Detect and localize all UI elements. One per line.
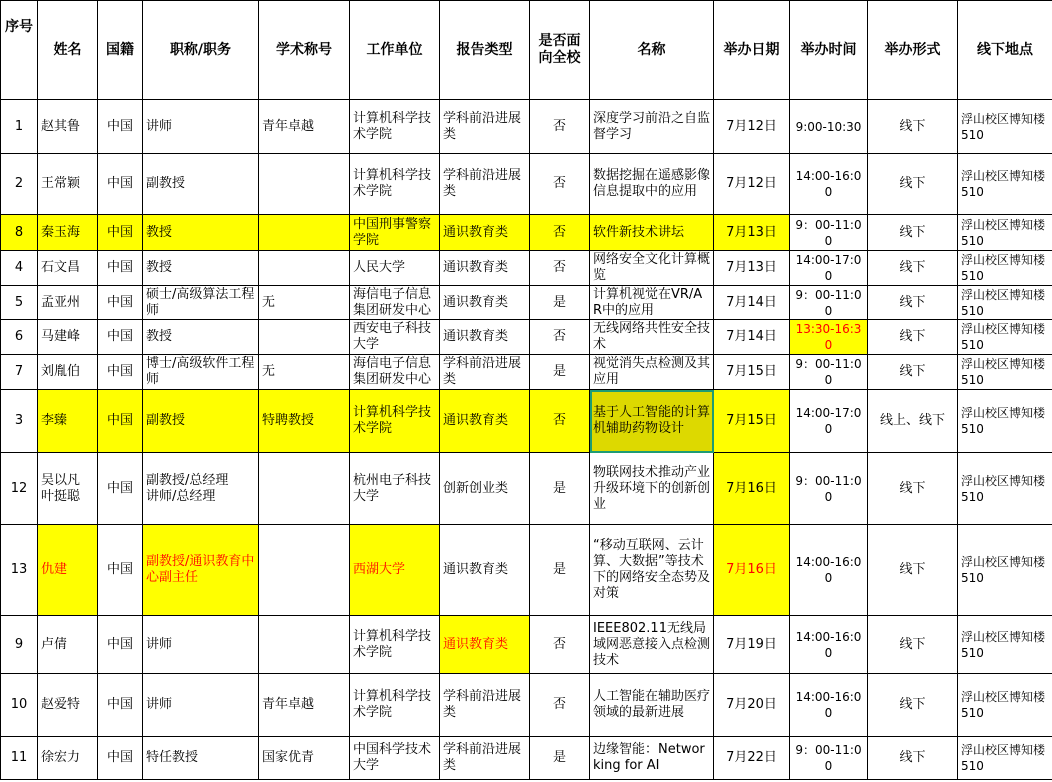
cell-title[interactable]: 教授: [143, 320, 259, 355]
cell-title[interactable]: 副教授/总经理 讲师/总经理: [143, 453, 259, 525]
cell-venue[interactable]: 浮山校区博知楼510: [958, 320, 1052, 355]
cell-academic-honor[interactable]: [259, 215, 350, 251]
cell-venue[interactable]: 浮山校区博知楼510: [958, 100, 1052, 154]
cell-name[interactable]: 王常颖: [38, 154, 98, 215]
cell-name[interactable]: 仇建: [38, 525, 98, 616]
cell-row-number[interactable]: 5: [1, 286, 38, 320]
cell-report-type[interactable]: 创新创业类: [440, 453, 530, 525]
cell-date[interactable]: 7月14日: [714, 320, 790, 355]
header-cell[interactable]: 名称: [590, 1, 714, 100]
cell-row-number[interactable]: 1: [1, 100, 38, 154]
cell-date[interactable]: 7月13日: [714, 215, 790, 251]
cell-time[interactable]: 14:00-17:00: [790, 390, 868, 453]
cell-name[interactable]: 孟亚州: [38, 286, 98, 320]
cell-nationality[interactable]: 中国: [98, 616, 143, 674]
cell-format[interactable]: 线下: [868, 453, 958, 525]
table-row: [1, 453, 1052, 525]
cell-format[interactable]: 线下: [868, 251, 958, 286]
cell-name[interactable]: 马建峰: [38, 320, 98, 355]
cell-nationality[interactable]: 中国: [98, 320, 143, 355]
cell-date[interactable]: 7月12日: [714, 100, 790, 154]
cell-time[interactable]: 14:00-17:00: [790, 251, 868, 286]
table-row: [1, 525, 1052, 616]
cell-affiliation[interactable]: 计算机科学技术学院: [350, 616, 440, 674]
cell-nationality[interactable]: 中国: [98, 100, 143, 154]
cell-report-type[interactable]: 通识教育类: [440, 525, 530, 616]
cell-academic-honor[interactable]: [259, 525, 350, 616]
cell-format[interactable]: 线下: [868, 737, 958, 780]
cell-time[interactable]: 9：00-11:00: [790, 737, 868, 780]
header-cell[interactable]: 职称/职务: [143, 1, 259, 100]
cell-date[interactable]: 7月15日: [714, 390, 790, 453]
cell-format[interactable]: 线下: [868, 215, 958, 251]
cell-academic-honor[interactable]: 青年卓越: [259, 100, 350, 154]
cell-campus-wide[interactable]: 否: [530, 616, 590, 674]
cell-nationality[interactable]: 中国: [98, 525, 143, 616]
cell-report-type[interactable]: 通识教育类: [440, 286, 530, 320]
cell-venue[interactable]: 浮山校区博知楼510: [958, 251, 1052, 286]
cell-academic-honor[interactable]: [259, 154, 350, 215]
cell-affiliation[interactable]: 海信电子信息集团研发中心: [350, 355, 440, 390]
cell-affiliation[interactable]: 计算机科学技术学院: [350, 674, 440, 737]
cell-campus-wide[interactable]: 是: [530, 453, 590, 525]
cell-lecture-title[interactable]: 数据挖掘在遥感影像信息提取中的应用: [590, 154, 714, 215]
cell-lecture-title[interactable]: 深度学习前沿之自监督学习: [590, 100, 714, 154]
cell-venue[interactable]: 浮山校区博知楼510: [958, 525, 1052, 616]
cell-affiliation[interactable]: 人民大学: [350, 251, 440, 286]
cell-date[interactable]: 7月20日: [714, 674, 790, 737]
header-cell[interactable]: 国籍: [98, 1, 143, 100]
cell-time[interactable]: 14:00-16:00: [790, 525, 868, 616]
header-cell[interactable]: 是否面向全校: [530, 1, 590, 100]
cell-name[interactable]: 刘胤伯: [38, 355, 98, 390]
cell-time[interactable]: 14:00-16:00: [790, 674, 868, 737]
cell-campus-wide[interactable]: 否: [530, 154, 590, 215]
cell-venue[interactable]: 浮山校区博知楼510: [958, 453, 1052, 525]
header-cell[interactable]: 序号: [1, 1, 38, 100]
cell-format[interactable]: 线上、线下: [868, 390, 958, 453]
cell-report-type[interactable]: 学科前沿进展类: [440, 737, 530, 780]
cell-format[interactable]: 线下: [868, 674, 958, 737]
cell-campus-wide[interactable]: 否: [530, 320, 590, 355]
cell-venue[interactable]: 浮山校区博知楼510: [958, 355, 1052, 390]
cell-row-number[interactable]: 11: [1, 737, 38, 780]
cell-title[interactable]: 讲师: [143, 616, 259, 674]
cell-academic-honor[interactable]: [259, 616, 350, 674]
cell-report-type[interactable]: 通识教育类: [440, 320, 530, 355]
cell-report-type[interactable]: 学科前沿进展类: [440, 355, 530, 390]
header-cell[interactable]: 举办日期: [714, 1, 790, 100]
cell-date[interactable]: 7月13日: [714, 251, 790, 286]
cell-lecture-title[interactable]: 无线网络共性安全技术: [590, 320, 714, 355]
cell-affiliation[interactable]: 计算机科学技术学院: [350, 390, 440, 453]
cell-nationality[interactable]: 中国: [98, 286, 143, 320]
cell-lecture-title[interactable]: 物联网技术推动产业升级环境下的创新创业: [590, 453, 714, 525]
cell-report-type[interactable]: 通识教育类: [440, 616, 530, 674]
cell-venue[interactable]: 浮山校区博知楼510: [958, 737, 1052, 780]
cell-lecture-title[interactable]: 人工智能在辅助医疗领域的最新进展: [590, 674, 714, 737]
cell-venue[interactable]: 浮山校区博知楼510: [958, 154, 1052, 215]
cell-title[interactable]: 硕士/高级算法工程师: [143, 286, 259, 320]
cell-name[interactable]: 李臻: [38, 390, 98, 453]
header-cell[interactable]: 报告类型: [440, 1, 530, 100]
cell-nationality[interactable]: 中国: [98, 251, 143, 286]
cell-affiliation[interactable]: 海信电子信息集团研发中心: [350, 286, 440, 320]
cell-name[interactable]: 赵爱特: [38, 674, 98, 737]
cell-nationality[interactable]: 中国: [98, 390, 143, 453]
cell-row-number[interactable]: 10: [1, 674, 38, 737]
cell-campus-wide[interactable]: 是: [530, 286, 590, 320]
cell-affiliation[interactable]: 中国刑事警察学院: [350, 215, 440, 251]
header-row: [1, 1, 1052, 100]
cell-title[interactable]: 特任教授: [143, 737, 259, 780]
cell-campus-wide[interactable]: 否: [530, 674, 590, 737]
table-row: [1, 390, 1052, 453]
cell-title[interactable]: 副教授: [143, 154, 259, 215]
cell-date[interactable]: 7月15日: [714, 355, 790, 390]
cell-row-number[interactable]: 7: [1, 355, 38, 390]
cell-affiliation[interactable]: 计算机科学技术学院: [350, 100, 440, 154]
table-row: [1, 355, 1052, 390]
header-cell[interactable]: 工作单位: [350, 1, 440, 100]
cell-campus-wide[interactable]: 是: [530, 525, 590, 616]
header-cell[interactable]: 举办形式: [868, 1, 958, 100]
cell-format[interactable]: 线下: [868, 355, 958, 390]
cell-venue[interactable]: 浮山校区博知楼510: [958, 286, 1052, 320]
header-cell[interactable]: 线下地点: [958, 1, 1052, 100]
cell-lecture-title[interactable]: 计算机视觉在VR/AR中的应用: [590, 286, 714, 320]
cell-time[interactable]: 9：00-11:00: [790, 215, 868, 251]
cell-report-type[interactable]: 学科前沿进展类: [440, 154, 530, 215]
cell-time[interactable]: 9:00-10:30: [790, 100, 868, 154]
table-row: [1, 616, 1052, 674]
cell-lecture-title[interactable]: IEEE802.11无线局域网恶意接入点检测技术: [590, 616, 714, 674]
cell-academic-honor[interactable]: [259, 320, 350, 355]
cell-title[interactable]: 讲师: [143, 100, 259, 154]
cell-name[interactable]: 石文昌: [38, 251, 98, 286]
cell-date[interactable]: 7月12日: [714, 154, 790, 215]
cell-lecture-title[interactable]: 网络安全文化计算概览: [590, 251, 714, 286]
cell-nationality[interactable]: 中国: [98, 355, 143, 390]
cell-nationality[interactable]: 中国: [98, 453, 143, 525]
cell-affiliation[interactable]: 杭州电子科技大学: [350, 453, 440, 525]
cell-time[interactable]: 13:30-16:30: [790, 320, 868, 355]
cell-venue[interactable]: 浮山校区博知楼510: [958, 674, 1052, 737]
cell-venue[interactable]: 浮山校区博知楼510: [958, 390, 1052, 453]
cell-row-number[interactable]: 8: [1, 215, 38, 251]
cell-academic-honor[interactable]: 无: [259, 286, 350, 320]
cell-report-type[interactable]: 通识教育类: [440, 390, 530, 453]
cell-report-type[interactable]: 学科前沿进展类: [440, 674, 530, 737]
cell-affiliation[interactable]: 计算机科学技术学院: [350, 154, 440, 215]
cell-time[interactable]: 14:00-16:00: [790, 154, 868, 215]
cell-format[interactable]: 线下: [868, 320, 958, 355]
cell-report-type[interactable]: 学科前沿进展类: [440, 100, 530, 154]
cell-date[interactable]: 7月22日: [714, 737, 790, 780]
cell-title[interactable]: 讲师: [143, 674, 259, 737]
cell-academic-honor[interactable]: 国家优青: [259, 737, 350, 780]
table-row: [1, 320, 1052, 355]
cell-row-number[interactable]: 4: [1, 251, 38, 286]
header-cell[interactable]: 姓名: [38, 1, 98, 100]
header-cell[interactable]: 举办时间: [790, 1, 868, 100]
table-row: [1, 100, 1052, 154]
cell-lecture-title[interactable]: 软件新技术讲坛: [590, 215, 714, 251]
cell-format[interactable]: 线下: [868, 616, 958, 674]
cell-affiliation[interactable]: 中国科学技术大学: [350, 737, 440, 780]
cell-academic-honor[interactable]: [259, 453, 350, 525]
cell-time[interactable]: 9：00-11:00: [790, 453, 868, 525]
cell-row-number[interactable]: 9: [1, 616, 38, 674]
cell-academic-honor[interactable]: 青年卓越: [259, 674, 350, 737]
cell-date[interactable]: 7月14日: [714, 286, 790, 320]
cell-title[interactable]: 副教授: [143, 390, 259, 453]
cell-title[interactable]: 副教授/通识教育中心副主任: [143, 525, 259, 616]
table-row: [1, 215, 1052, 251]
cell-campus-wide[interactable]: 是: [530, 737, 590, 780]
cell-title[interactable]: 教授: [143, 251, 259, 286]
cell-lecture-title[interactable]: 视觉消失点检测及其应用: [590, 355, 714, 390]
cell-affiliation[interactable]: 西湖大学: [350, 525, 440, 616]
cell-affiliation[interactable]: 西安电子科技大学: [350, 320, 440, 355]
cell-campus-wide[interactable]: 否: [530, 390, 590, 453]
cell-row-number[interactable]: 13: [1, 525, 38, 616]
cell-row-number[interactable]: 12: [1, 453, 38, 525]
cell-campus-wide[interactable]: 否: [530, 215, 590, 251]
cell-format[interactable]: 线下: [868, 286, 958, 320]
cell-row-number[interactable]: 3: [1, 390, 38, 453]
cell-name[interactable]: 赵其鲁: [38, 100, 98, 154]
cell-format[interactable]: 线下: [868, 100, 958, 154]
cell-row-number[interactable]: 6: [1, 320, 38, 355]
cell-name[interactable]: 卢倩: [38, 616, 98, 674]
cell-title[interactable]: 博士/高级软件工程师: [143, 355, 259, 390]
cell-report-type[interactable]: 通识教育类: [440, 251, 530, 286]
cell-time[interactable]: 9：00-11:00: [790, 355, 868, 390]
cell-nationality[interactable]: 中国: [98, 154, 143, 215]
cell-academic-honor[interactable]: [259, 251, 350, 286]
cell-date[interactable]: 7月16日: [714, 453, 790, 525]
cell-row-number[interactable]: 2: [1, 154, 38, 215]
cell-name[interactable]: 吴以凡 叶挺聪: [38, 453, 98, 525]
cell-venue[interactable]: 浮山校区博知楼510: [958, 215, 1052, 251]
cell-venue[interactable]: 浮山校区博知楼510: [958, 616, 1052, 674]
cell-time[interactable]: 9：00-11:00: [790, 286, 868, 320]
table-row: [1, 674, 1052, 737]
cell-time[interactable]: 14:00-16:00: [790, 616, 868, 674]
table-row: [1, 154, 1052, 215]
cell-lecture-title[interactable]: 基于人工智能的计算机辅助药物设计: [590, 390, 714, 453]
cell-campus-wide[interactable]: 否: [530, 251, 590, 286]
cell-academic-honor[interactable]: 无: [259, 355, 350, 390]
cell-academic-honor[interactable]: 特聘教授: [259, 390, 350, 453]
cell-nationality[interactable]: 中国: [98, 674, 143, 737]
cell-name[interactable]: 徐宏力: [38, 737, 98, 780]
cell-campus-wide[interactable]: 否: [530, 100, 590, 154]
header-cell[interactable]: 学术称号: [259, 1, 350, 100]
cell-title[interactable]: 教授: [143, 215, 259, 251]
table-row: [1, 251, 1052, 286]
cell-name[interactable]: 秦玉海: [38, 215, 98, 251]
table-row: [1, 286, 1052, 320]
cell-date[interactable]: 7月16日: [714, 525, 790, 616]
cell-format[interactable]: 线下: [868, 154, 958, 215]
cell-nationality[interactable]: 中国: [98, 215, 143, 251]
cell-nationality[interactable]: 中国: [98, 737, 143, 780]
cell-lecture-title[interactable]: 边缘智能：Networking for AI: [590, 737, 714, 780]
cell-report-type[interactable]: 通识教育类: [440, 215, 530, 251]
table-row: [1, 737, 1052, 780]
cell-format[interactable]: 线下: [868, 525, 958, 616]
cell-date[interactable]: 7月19日: [714, 616, 790, 674]
cell-campus-wide[interactable]: 是: [530, 355, 590, 390]
cell-lecture-title[interactable]: “移动互联网、云计算、大数据”等技术下的网络安全态势及对策: [590, 525, 714, 616]
